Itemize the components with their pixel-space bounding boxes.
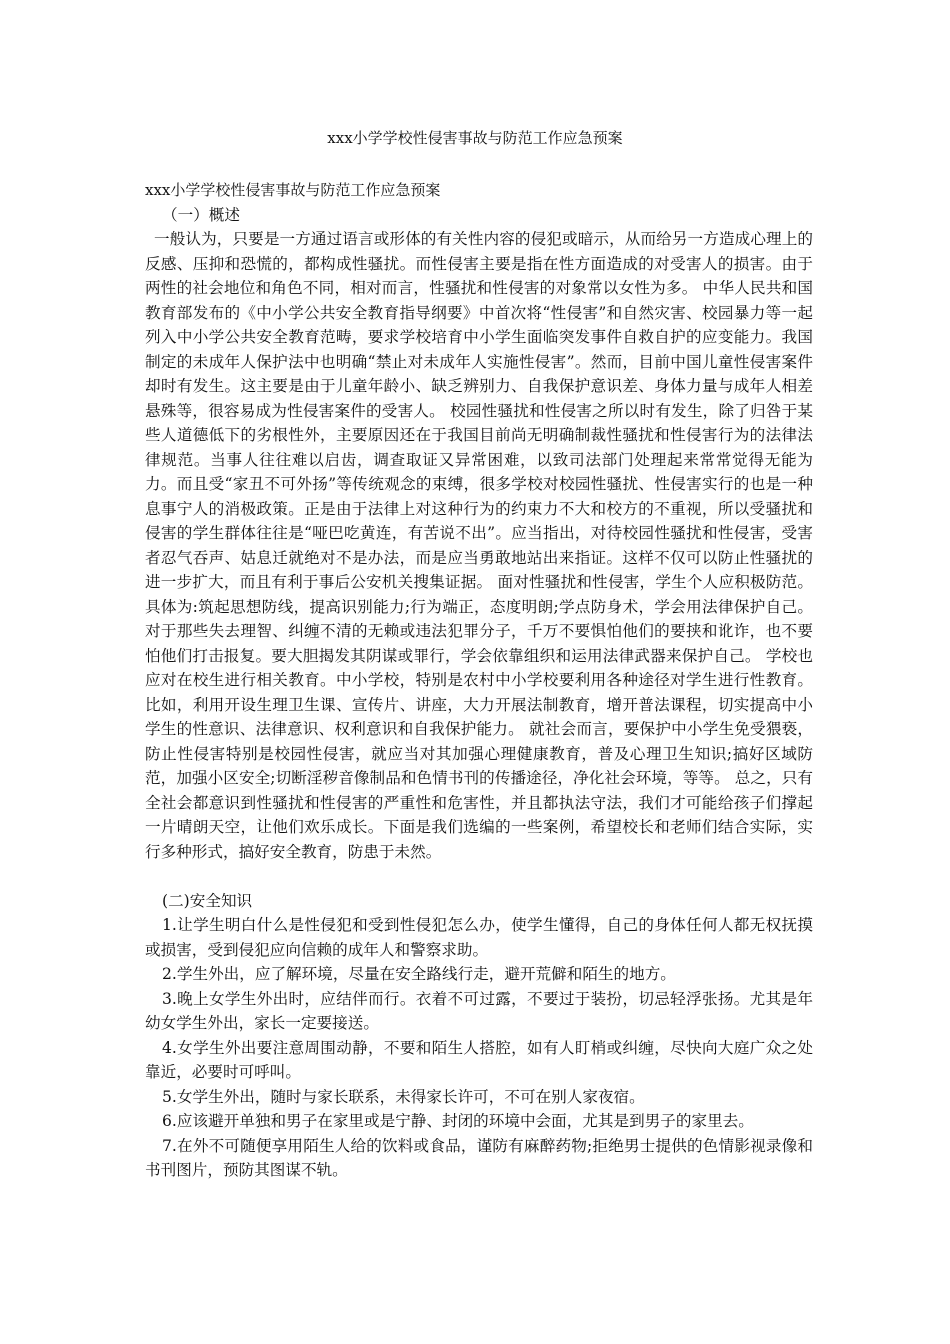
list-item: 1.让学生明白什么是性侵犯和受到性侵犯怎么办，使学生懂得，自己的身体任何人都无权抚摸或损害，受到侵犯应向信赖的成年人和警察求助。 [145,916,813,959]
list-item: 5.女学生外出，随时与家长联系，未得家长许可，不可在别人家夜宿。 [162,1087,645,1106]
section-spacer [145,864,813,889]
list-item: 2.学生外出，应了解环境，尽量在安全路线行走，避开荒僻和陌生的地方。 [162,965,676,983]
list-item: 4.女学生外出要注意周围动静，不要和陌生人搭腔，如有人盯梢或纠缠，尽快向大庭广众之处靠近，必要时可呼叫。 [145,1038,813,1081]
overview-paragraph: 一般认为，只要是一方通过语言或形体的有关性内容的侵犯或暗示，从而给另一方造成心理上的反感、压抑和恐慌的，都构成性骚扰。而性侵害主要是指在性方面造成的对受害人的损害。由于两性的社会地位和角色不同，相对而言，性骚扰和性侵害的对象常以女性为多。 中华人民共和国教育部发布的《中小学公共安全教育指导纲要》中首次将“性侵害”和自然灾害、校园暴力等一起列入中小学公共安全教育范畴，要求学校培育中小学生面临突发事件自救自护的应变能力。我国制定的未成年人保护法中也明确“禁止对未成年人实施性侵害”。然而，目前中国儿童性侵害案件却时有发生。这主要是由于儿童年龄小、缺乏辨别力、自我保护意识差、身体力量与成年人相差悬殊等，很容易成为性侵害案件的受害人。 校园性骚扰和性侵害之所以时有发生，除了归咎于某些人道德低下的劣根性外，主要原因还在于我国目前尚无明确制裁性骚扰和性侵害行为的法律法律规范。当事人往往难以启齿，调查取证又异常困难，以致司法部门处理起来常常觉得无能为力。而且受“家丑不可外扬”等传统观念的束缚，很多学校对校园性骚扰、性侵害实行的也是一种息事宁人的消极政策。正是由于法律上对这种行为的约束力不大和校方的不重视，所以受骚扰和侵害的学生群体往往是“哑巴吃黄连，有苦说不出”。应当指出，对待校园性骚扰和性侵害，受害者忍气吞声、姑息迁就绝对不是办法，而是应当勇敢地站出来指证。这样不仅可以防止性骚扰的进一步扩大，而且有利于事后公安机关搜集证据。 面对性骚扰和性侵害，学生个人应积极防范。具体为:筑起思想防线，提高识别能力;行为端正，态度明朗;学点防身术，学会用法律保护自己。对于那些失去理智、纠缠不清的无赖或违法犯罪分子，千万不要惧怕他们的要挟和讹诈，也不要怕他们打击报复。要大胆揭发其阴谋或罪行，学会依靠组织和运用法律武器来保护自己。 学校也应对在校生进行相关教育。中小学校，特别是农村中小学校要利用各种途径对学生进行性教育。比如，利用开设生理卫生课、宣传片、讲座，大力开展法制教育，增开普法课程，切实提高中小学生的性意识、法律意识、权利意识和自我保护能力。 就社会而言，要保护中小学生免受猥亵，防止性侵害特别是校园性侵害，就应当对其加强心理健康教育，普及心理卫生知识;搞好区域防范，加强小区安全;切断淫秽音像制品和色情书刊的传播途径，净化社会环境，等等。 总之，只有全社会都意识到性骚扰和性侵害的严重性和危害性，并且都执法守法，我们才可能给孩子们撑起一片晴朗天空，让他们欢乐成长。下面是我们选编的一些案例，希望校长和老师们结合实际，实行多种形式，搞好安全教育，防患于未然。 [145,230,813,861]
section-heading-safety-knowledge: (二)安全知识 [162,891,253,910]
list-item: 6.应该避开单独和男子在家里或是宁静、封闭的环境中会面，尤其是到男子的家里去。 [162,1112,754,1130]
section-heading-overview: （一）概述 [162,205,240,224]
list-item: 7.在外不可随便享用陌生人给的饮料或食品，谨防有麻醉药物;拒绝男士提供的色情影视录像和书刊图片，预防其图谋不轨。 [145,1136,813,1179]
page-title: xxx小学学校性侵害事故与防范工作应急预案 [327,129,623,147]
document-body [145,178,813,1183]
list-item: 3.晚上女学生外出时，应结伴而行。衣着不可过露，不要过于装扮，切忌轻浮张扬。尤其是年幼女学生外出，家长一定要接送。 [145,989,813,1032]
document-subtitle: xxx小学学校性侵害事故与防范工作应急预案 [145,181,441,199]
